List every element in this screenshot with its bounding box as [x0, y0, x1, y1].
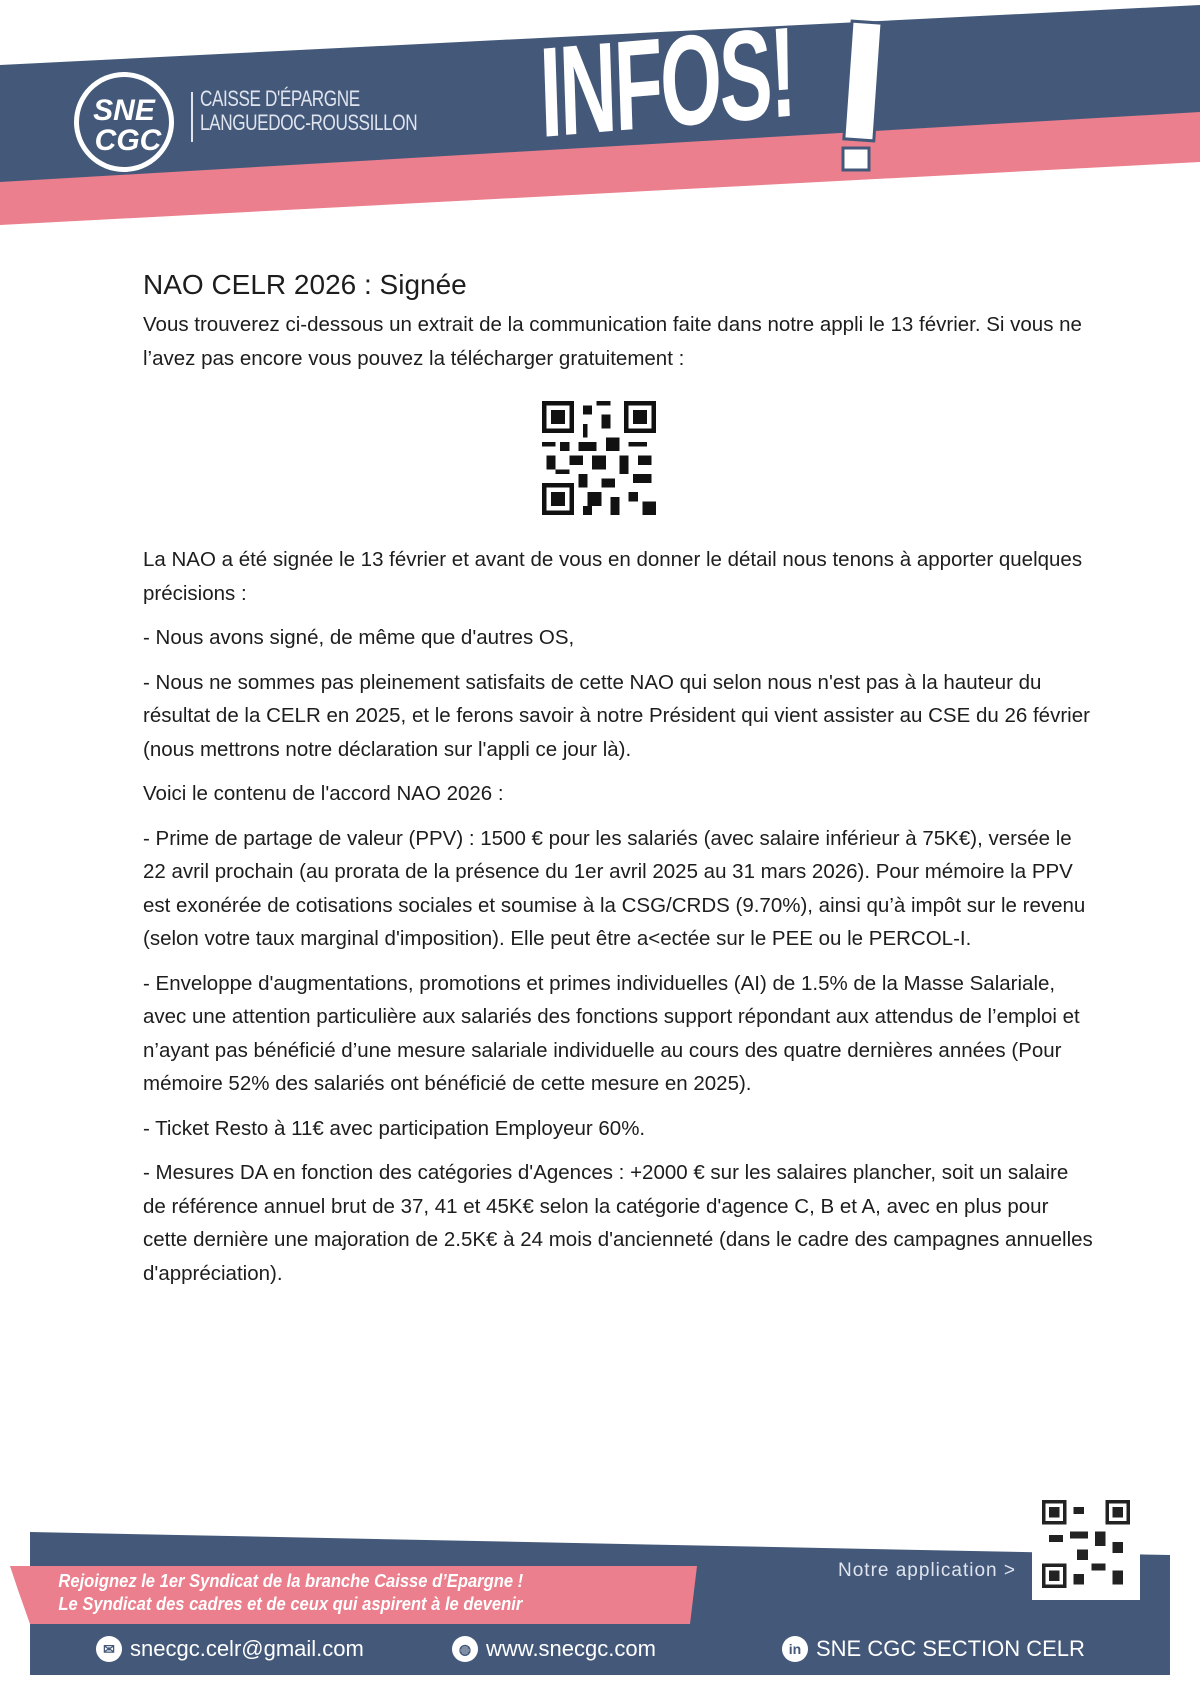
linkedin-icon: in — [782, 1636, 808, 1662]
brand-line-2: LANGUEDOC-ROUSSILLON — [200, 110, 418, 135]
banner-title: INFOS! — [537, 0, 797, 165]
brand-line-1: CAISSE D'ÉPARGNE — [200, 86, 360, 111]
paragraph: La NAO a été signée le 13 février et avant de vous en donner le détail nous tenons à apporter quelques précisions : — [143, 548, 1083, 605]
email-text: snecgc.celr@gmail.com — [130, 1636, 364, 1661]
intro: Vous trouverez ci-dessous un extrait de la communication faite dans notre appli le 13 février. Si vous ne l’avez pas encore vous pouvez la télécharger gratuitement : — [143, 313, 1082, 370]
app-qr-code[interactable] — [542, 401, 656, 515]
footer-qr-box — [1032, 1492, 1140, 1600]
paragraph: - Enveloppe d'augmentations, promotions et primes individuelles (AI) de 1.5% de la Masse Salariale, avec une attention particulière aux salariés des fonctions support répondant aux attendus de l’emploi et n’ayant pas bénéficié d’une mesure salariale individuelle au cours des quatre dernières années (Pour mémoire 52% des salariés ont bénéficié de cette mesure en 2025). — [143, 971, 1080, 1095]
sne-cgc-logo — [74, 72, 174, 172]
linkedin-link[interactable] — [782, 1636, 1085, 1662]
footer-slogan — [40, 1566, 638, 1620]
paragraph: - Nous avons signé, de même que d'autres OS, — [143, 626, 575, 649]
app-label: Notre application > — [838, 1560, 1016, 1581]
globe-icon: ◍ — [452, 1636, 478, 1662]
paragraph: - Ticket Resto à 11€ avec participation Employeur 60%. — [143, 1116, 646, 1140]
mail-icon: ✉ — [96, 1636, 122, 1662]
linkedin-text: SNE CGC SECTION CELR — [816, 1636, 1085, 1661]
svg-text:SNE: SNE — [93, 94, 155, 127]
website-text: www.snecgc.com — [486, 1636, 656, 1661]
paragraph: - Prime de partage de valeur (PPV) : 1500 € pour les salariés (avec salaire inférieur à 75K€), versée le 22 avril prochain (au prorata de la présence du 1er avril 2025 au 31 mars 2026). Pour mémoire la PPV est exonérée de cotisations sociales et soumise à la CSG/CRDS (9.70%), ainsi qu’à impôt sur le revenu (selon votre taux marginal d'imposition). Elle peut être a<ectée sur le PEE ou le PERCOL-I. — [143, 826, 1086, 950]
footer-qr-code[interactable] — [1042, 1500, 1130, 1588]
slogan-line-2: Le Syndicat des cadres et de ceux qui aspirent à le devenir — [58, 1594, 523, 1614]
article-title: NAO CELR 2026 : Signée — [143, 269, 467, 300]
article — [143, 266, 1093, 1301]
paragraph: Voici le contenu de l'accord NAO 2026 : — [143, 782, 504, 805]
infos-title — [537, 0, 797, 165]
website-link[interactable] — [452, 1636, 656, 1662]
email-link[interactable] — [96, 1636, 364, 1662]
paragraph: - Nous ne sommes pas pleinement satisfaits de cette NAO qui selon nous n'est pas à la hauteur du résultat de la CELR en 2025, et le ferons savoir à notre Président qui vient assister au CSE du 26 février (nous mettrons notre déclaration sur l'appli ce jour là). — [143, 670, 1090, 761]
svg-text:CGC: CGC — [94, 124, 162, 157]
slogan-line-1: Rejoignez le 1er Syndicat de la branche Caisse d’Epargne ! — [58, 1571, 524, 1591]
paragraph: - Mesures DA en fonction des catégories d'Agences : +2000 € sur les salaires plancher, soit un salaire de référence annuel brut de 37, 41 et 45K€ selon la catégorie d'agence C, B et A, avec en plus pour cette dernière une majoration de 2.5K€ à 24 mois d'ancienneté (dans le cadre des campagnes annuelles d'appréciation). — [143, 1161, 1093, 1285]
